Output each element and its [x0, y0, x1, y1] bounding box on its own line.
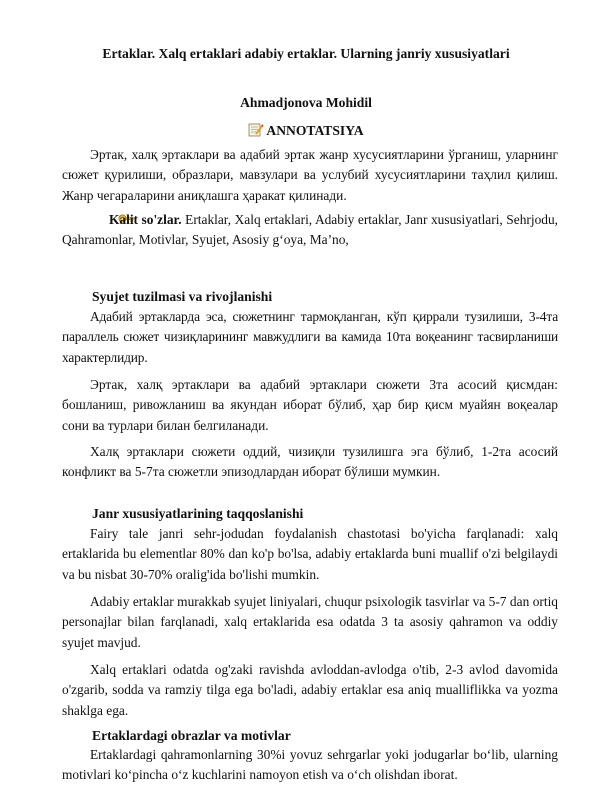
annotation-heading-text: ANNOTATSIYA	[266, 123, 364, 138]
annotation-heading	[40, 123, 572, 139]
section-heading-syujet: Syujet tuzilmasi va rivojlanishi	[92, 289, 273, 304]
section-paragraph: Эртак, халқ эртаклари ва адабий эртаклари сюжети 3та асосий қисмдан: бошланиш, ривожланиш ва якундан иборат бўлиб, ҳар бир қисм муайян воқеалар сони ва турлари билан белгиланади.	[62, 377, 558, 433]
section-paragraph: Халқ эртаклари сюжети оддий, чизиқли тузилишга эга бўлиб, 1-2та асосий конфликт ва 5-7та сюжетли эпизодлардан иборат бўлиши мумкин.	[62, 444, 558, 480]
author-name: Ahmadjonova Mohidil	[240, 95, 372, 110]
section-paragraph: Адабий эртакларда эса, сюжетнинг тармоқланган, кўп қиррали тузилиши, 3-4та параллель сюжет чизиқларининг мавжудлиги ва камида 10та воқеанинг тасвирланиши характерлидир.	[62, 309, 558, 365]
paper-title: Ertaklar. Xalq ertaklari adabiy ertaklar. Ularning janriy xususiyatlari	[102, 46, 510, 61]
keywords-label: Kalit so'zlar.	[109, 212, 182, 227]
annotation-text: Эртак, халқ эртаклари ва адабий эртак жанр хусусиятларини ўрганиш, уларнинг сюжет қурилиши, образлари, мавзулари ва услубий хусусиятларини таҳлил қилиш. Жанр чегараларини аниқлашга ҳаракат қилинади.	[62, 147, 558, 203]
section-heading-obrazlar: Ertaklardagi obrazlar va motivlar	[92, 728, 291, 743]
section-paragraph: Xalq ertaklari odatda og'zaki ravishda avloddan-avlodga o'tib, 2-3 avlod davomida o'zgarib, sodda va ramziy tilga ega bo'ladi, adabiy ertaklar esa aniq mualliflikka va yozma shaklga ega.	[62, 662, 558, 718]
section-paragraph: Adabiy ertaklar murakkab syujet liniyalari, chuqur psixologik tasvirlar va 5-7 dan ortiq personajlar bilan farqlanadi, xalq ertaklarida esa odatda 3 ta asosiy qahramon va oddiy syujet mavjud.	[62, 594, 558, 650]
key-icon	[90, 211, 106, 224]
section-paragraph: Fairy tale janri sehr-jodudan foydalanish chastotasi bo'yicha farqlanadi: xalq ertaklarida bu elementlar 80% dan ko'p bo'lsa, adabiy ertaklarda buni muallif o'zi belgilaydi va bu nisbat 30-70% oralig'ida bo'lishi mumkin.	[62, 526, 558, 582]
section-paragraph: Ertaklardagi qahramonlarning 30%i yovuz sehrgarlar yoki jodugarlar bo‘lib, ularning motivlari ko‘pincha o‘z kuchlarini namoyon etish va o‘ch olishdan iborat.	[62, 747, 558, 783]
memo-icon	[248, 123, 264, 137]
keywords-text: Ertaklar, Xalq ertaklari, Adabiy ertaklar, Janr xususiyatlari, Sehrjodu, Qahramonlar, Motivlar, Syujet, Asosiy g‘oya, Ma’no,	[62, 212, 559, 248]
section-heading-janr: Janr xususiyatlarining taqqoslanishi	[92, 506, 304, 521]
keywords-paragraph	[62, 210, 558, 251]
